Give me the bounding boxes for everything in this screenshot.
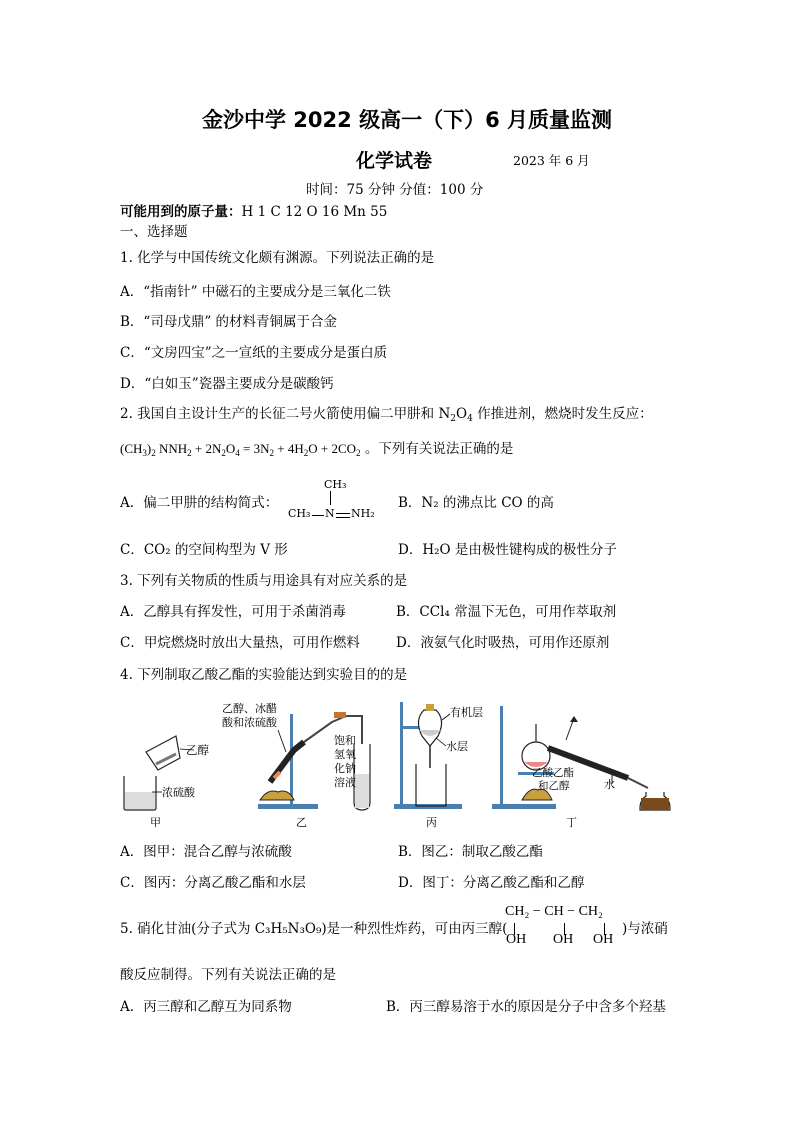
page-subject: 化学试卷 xyxy=(356,150,433,172)
label-mixture-1: 乙酸乙酯 xyxy=(532,767,574,779)
question-5-option-a: A．丙三醇和乙醇互为同系物 xyxy=(120,999,292,1015)
figure-jia xyxy=(124,736,209,829)
hydrazine-structure xyxy=(286,478,386,524)
experiment-figures xyxy=(118,692,678,832)
question-5-stem-b: )与浓硝 xyxy=(622,921,668,937)
label-sat-2: 氢氧 xyxy=(334,748,356,761)
question-2-equation: $(CH_3)_2$ $NNH_2 + 2N_2O_4 = 3N_2 + 4H_2O + 2CO_2$ 。下列有关说法正确的是 xyxy=(120,441,514,458)
conc-acid-liquid xyxy=(125,792,155,809)
question-5-stem-c: 酸反应制得。下列有关说法正确的是 xyxy=(120,967,336,983)
struct-amino: NH₂ xyxy=(351,507,375,520)
glycerol-oh-1: OH xyxy=(506,932,527,947)
question-3-option-a: A．乙醇具有挥发性，可用于杀菌消毒 xyxy=(120,604,346,620)
question-2-option-d: D．H₂O 是由极性键构成的极性分子 xyxy=(398,542,617,558)
label-water: 水 xyxy=(604,778,615,791)
question-1-option-a: A．“指南针” 中磁石的主要成分是三氧化二铁 xyxy=(120,284,391,300)
question-4-option-b: B．图乙：制取乙酸乙酯 xyxy=(398,844,543,860)
glycerol-oh-2: OH xyxy=(553,932,574,947)
question-4-option-a: A．图甲：混合乙醇与浓硫酸 xyxy=(120,844,292,860)
stand-rod-ding xyxy=(500,706,503,806)
label-conc-acid: 浓硫酸 xyxy=(162,786,195,799)
struct-vertical-bond xyxy=(330,491,331,505)
stand-rod-yi xyxy=(290,714,293,806)
page-title: 金沙中学 2022 级高一（下）6 月质量监测 xyxy=(202,108,612,132)
struct-left-methyl: CH₃ xyxy=(288,507,311,520)
label-jia: 甲 xyxy=(150,816,161,829)
question-3-option-c: C．甲烷燃烧时放出大量热，可用作燃料 xyxy=(120,635,360,651)
question-3-stem: 3. 下列有关物质的性质与用途具有对应关系的是 xyxy=(120,573,408,589)
glycerol-structure xyxy=(505,904,623,952)
separatory-funnel xyxy=(418,710,441,746)
struct-top-methyl: CH₃ xyxy=(324,478,347,491)
question-5-option-b: B．丙三醇易溶于水的原因是分子中含多个羟基 xyxy=(386,999,666,1015)
exam-date: 2023 年 6 月 xyxy=(513,153,590,168)
label-mix-2: 酸和浓硫酸 xyxy=(222,716,277,729)
question-1-stem: 1. 化学与中国传统文化颇有渊源。下列说法正确的是 xyxy=(120,250,435,266)
label-sat-4: 溶液 xyxy=(334,776,356,789)
label-ethanol: 乙醇 xyxy=(186,743,209,757)
struct-nitrogen: N xyxy=(325,507,335,520)
glycerol-oh-3: OH xyxy=(593,932,614,947)
atomic-mass-label: 可能用到的原子量： xyxy=(120,204,242,220)
question-1-option-b: B．“司母戊鼎” 的材料青铜属于合金 xyxy=(120,314,338,330)
question-4-option-d: D．图丁：分离乙酸乙酯和乙醇 xyxy=(398,875,585,891)
beaker-bing xyxy=(416,764,446,806)
label-sat-1: 饱和 xyxy=(334,734,356,747)
label-organic-layer: 有机层 xyxy=(450,706,483,719)
question-2-option-b: B．N₂ 的沸点比 CO 的高 xyxy=(398,495,554,511)
label-yi: 乙 xyxy=(296,816,307,829)
question-1-option-d: D．“白如玉”瓷器主要成分是碳酸钙 xyxy=(120,376,334,392)
struct-single-bond xyxy=(312,515,324,516)
stand-base-yi xyxy=(258,804,318,809)
question-3-option-b: B．CCl₄ 常温下无色，可用作萃取剂 xyxy=(396,604,617,620)
question-4-option-c: C．图丙：分离乙酸乙酯和水层 xyxy=(120,875,306,891)
label-ding: 丁 xyxy=(566,816,577,829)
atomic-mass-line xyxy=(120,203,387,221)
question-3-option-d: D．液氨气化时吸热，可用作还原剂 xyxy=(396,635,610,651)
question-4-stem: 4. 下列制取乙酸乙酯的实验能达到实验目的的是 xyxy=(120,667,408,683)
burner-yi xyxy=(260,791,294,800)
glycerol-backbone: CH₂ − CH − CH₂ xyxy=(505,904,603,919)
question-2-option-c: C．CO₂ 的空间构型为 V 形 xyxy=(120,542,288,558)
figure-bing xyxy=(394,702,483,829)
stand-rod-bing xyxy=(400,702,403,806)
struct-double-bond-1 xyxy=(336,513,350,514)
section-heading: 一、选择题 xyxy=(120,224,188,240)
label-water-layer: 水层 xyxy=(446,740,468,753)
question-1-option-c: C．“文房四宝”之一宣纸的主要成分是蛋白质 xyxy=(120,345,388,361)
question-5-stem-a: 5. 硝化甘油(分子式为 C₃H₅N₃O₉)是一种烈性炸药，可由丙三醇( xyxy=(120,921,508,937)
label-mix-1: 乙醇、冰醋 xyxy=(222,702,277,715)
label-bing: 丙 xyxy=(426,816,437,829)
atomic-mass-values: H 1 C 12 O 16 Mn 55 xyxy=(241,204,388,220)
struct-double-bond-2 xyxy=(336,517,350,518)
question-2-option-a-label: A．偏二甲肼的结构简式： xyxy=(120,495,279,511)
label-sat-3: 化钠 xyxy=(334,762,356,775)
question-2-equation-tail: 。下列有关说法正确的是 xyxy=(364,441,514,457)
figure-ding xyxy=(492,706,670,829)
exam-time-score: 时间：75 分钟 分值：100 分 xyxy=(306,182,484,198)
figure-yi xyxy=(222,701,370,829)
label-mixture-2: 和乙醇 xyxy=(538,780,570,792)
question-2-stem: 2. 我国自主设计生产的长征二号火箭使用偏二甲肼和 $N_2O_4$ 作推进剂，燃烧时发生反应： xyxy=(120,406,653,424)
connector-yi xyxy=(334,712,346,718)
